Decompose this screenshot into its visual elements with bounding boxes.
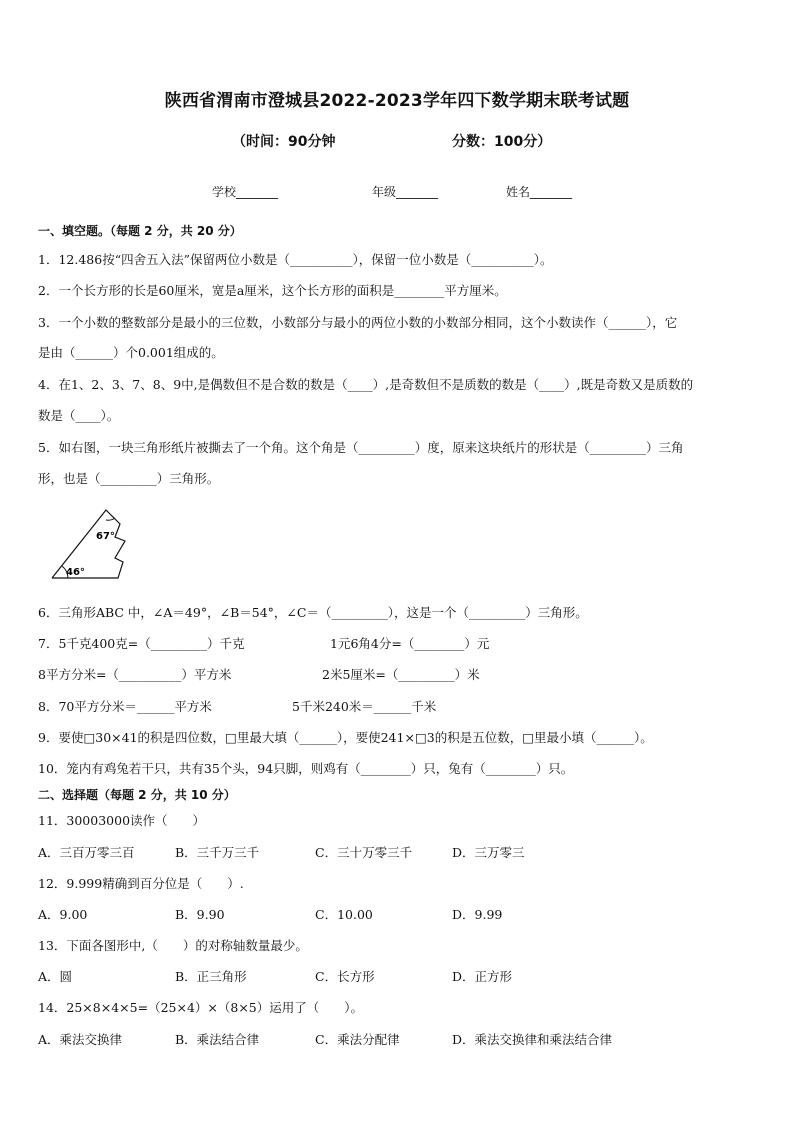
- option-a: A．乘法交换律: [38, 1032, 123, 1047]
- question-line: 7．5千克400克=（_________）千克: [38, 636, 245, 651]
- option-d: D．正方形: [452, 969, 513, 984]
- question-line: 3．一个小数的整数部分是最小的三位数，小数部分与最小的两位小数的小数部分相同，这个小数读作（______），它: [38, 315, 678, 330]
- option-a: A．9.00: [38, 907, 88, 922]
- question-stem: 13．下面各图形中,（ ）的对称轴数量最少。: [38, 938, 308, 953]
- option-b: B．9.90: [175, 907, 225, 922]
- option-c: C．长方形: [315, 969, 375, 984]
- option-c: C．乘法分配律: [315, 1032, 400, 1047]
- top-angle-arc: [106, 518, 115, 520]
- question-line: 6．三角形ABC 中，∠A＝49°，∠B＝54°，∠C＝（_________），这是一个（_________）三角形。: [38, 605, 588, 620]
- option-d: D．9.99: [452, 907, 503, 922]
- option-d: D．乘法交换律和乘法结合律: [452, 1032, 613, 1047]
- section1-heading: 一、填空题。（每题 2 分，共 20 分）: [38, 224, 242, 238]
- option-c: C．10.00: [315, 907, 373, 922]
- question-line: 2米5厘米=（_________）米: [322, 667, 480, 682]
- question-stem: 11．30003000读作（ ）: [38, 813, 206, 828]
- question-line: 4．在1、2、3、7、8、9中,是偶数但不是合数的数是（____）,是奇数但不是质数的数是（____）,既是奇数又是质数的: [38, 377, 694, 392]
- section2-heading: 二、选择题（每题 2 分，共 10 分）: [38, 788, 236, 802]
- option-c: C．三十万零三千: [315, 845, 413, 860]
- exam-score: 分数：100分）: [452, 134, 552, 150]
- question-line: 5．如右图，一块三角形纸片被撕去了一个角。这个角是（_________）度，原来这块纸片的形状是（_________）三角: [38, 440, 684, 455]
- question-line: 8平方分米=（__________）平方米: [38, 667, 232, 682]
- option-b: B．乘法结合律: [175, 1032, 260, 1047]
- angle-left-label: 46°: [66, 567, 85, 578]
- question-line: 1．12.486按“四舍五入法”保留两位小数是（__________），保留一位小数是（__________）。: [38, 252, 553, 267]
- question-line: 2．一个长方形的长是60厘米，宽是a厘米，这个长方形的面积是________平方厘米。: [38, 283, 507, 298]
- question-line: 数是（____）。: [38, 408, 120, 423]
- question-line: 8．70平方分米＝______平方米: [38, 699, 212, 714]
- name-field: 姓名_______: [506, 185, 573, 199]
- option-b: B．正三角形: [175, 969, 247, 984]
- option-b: B．三千万三千: [175, 845, 260, 860]
- option-d: D．三万零三: [452, 845, 525, 860]
- exam-time: （时间：90分钟: [232, 134, 336, 150]
- angle-top-label: 67°: [96, 531, 115, 542]
- triangle-outline: [52, 510, 125, 578]
- school-field: 学校_______: [212, 185, 279, 199]
- page-title: 陕西省渭南市澄城县2022-2023学年四下数学期末联考试题: [164, 91, 630, 111]
- question-line: 5千米240米＝______千米: [292, 699, 437, 714]
- option-a: A．圆: [38, 969, 73, 984]
- torn-triangle-figure: [48, 506, 138, 582]
- question-line: 1元6角4分=（________）元: [330, 636, 490, 651]
- grade-field: 年级_______: [372, 185, 439, 199]
- question-line: 10．笼内有鸡兔若干只，共有35个头，94只脚，则鸡有（________）只，兔有（________）只。: [38, 761, 574, 776]
- question-line: 形，也是（_________）三角形。: [38, 471, 220, 486]
- question-stem: 14．25×8×4×5=（25×4）×（8×5）运用了（ ）。: [38, 1000, 364, 1015]
- question-line: 9．要使□30×41的积是四位数，□里最大填（______），要使241×□3的积是五位数，□里最小填（______）。: [38, 730, 653, 745]
- option-a: A．三百万零三百: [38, 845, 135, 860]
- question-stem: 12．9.999精确到百分位是（ ）.: [38, 876, 244, 891]
- question-line: 是由（______）个0.001组成的。: [38, 345, 224, 360]
